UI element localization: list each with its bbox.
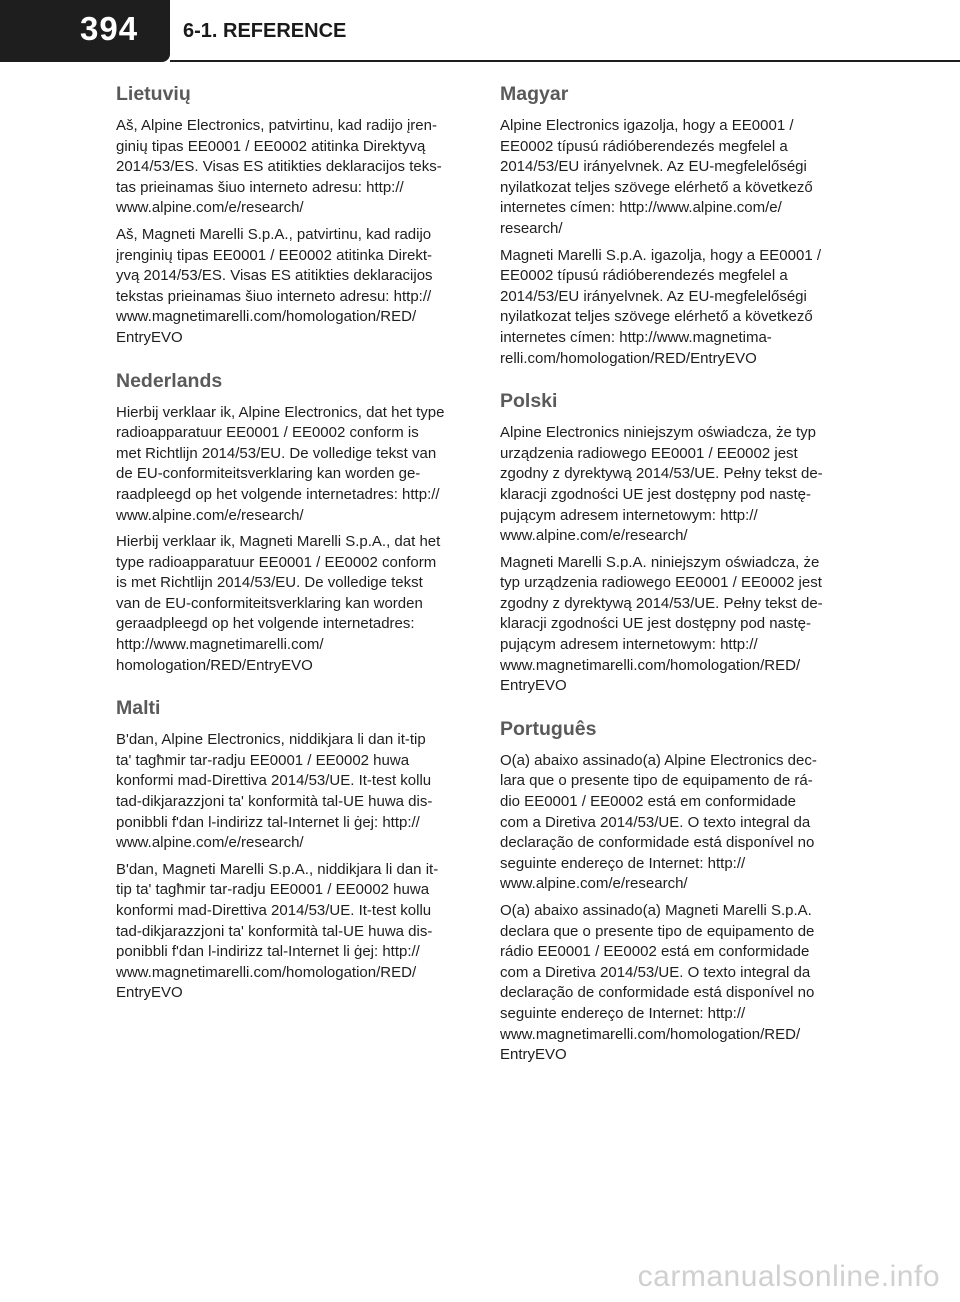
declaration-paragraph: Hierbij verklaar ik, Magneti Marelli S.p.A., dat het type radioapparatuur EE0001 / EE0002 conform is met Richtlijn 2014/53/EU. De volledige tekst van de EU-conformiteitsverklaring kan worden geraadpleegd op het volgende internetadres: http://www.magnetimarelli.com/ homologation/RED/EntryEVO (116, 533, 441, 674)
lang-section-maltese (116, 692, 466, 1004)
section-title: 6-1. REFERENCE (183, 20, 347, 42)
lang-section-hungarian (500, 78, 850, 369)
lang-heading: Magyar (500, 83, 569, 105)
right-column (500, 78, 850, 1072)
declaration-paragraph: O(a) abaixo assinado(a) Alpine Electronics dec- lara que o presente tipo de equipamento de rá- dio EE0001 / EE0002 está em conformidade com a Diretiva 2014/53/UE. O texto integral da declaração de conformidade está disponível no seguinte endereço de Internet: http:// www.alpine.com/e/research/ (500, 751, 817, 893)
header-divider (170, 60, 960, 62)
lang-heading: Lietuvių (116, 83, 191, 105)
lang-heading: Nederlands (116, 369, 223, 392)
lang-heading: Malti (116, 697, 161, 720)
lang-section-lithuanian (116, 78, 466, 349)
declaration-paragraph: O(a) abaixo assinado(a) Magneti Marelli S.p.A. declara que o presente tipo de equipamento de rádio EE0001 / EE0002 está em conformidade com a Diretiva 2014/53/UE. O texto integral da declaração de conformidade está disponível no seguinte endereço de Internet: http:// www.magnetimarelli.com/homologation/RED/ EntryEVO (500, 902, 815, 1064)
declaration-paragraph: Magneti Marelli S.p.A. igazolja, hogy a EE0001 / EE0002 típusú rádióberendezés megfelel a 2014/53/EU irányelvnek. Az EU-megfelelőségi nyilatkozat teljes szövege elérhető a következő internetes címen: http://www.magnetima- relli.com/homologation/RED/EntryEVO (500, 246, 822, 367)
declaration-paragraph: Alpine Electronics niniejszym oświadcza, że typ urządzenia radiowego EE0001 / EE0002 jest zgodny z dyrektywą 2014/53/UE. Pełny tekst de- klaracji zgodności UE jest dostępny pod nastę- pującym adresem internetowym: http:// www.alpine.com/e/research/ (500, 424, 823, 545)
lang-section-dutch (116, 365, 466, 677)
lang-heading: Português (500, 717, 597, 740)
page-header (0, 0, 960, 70)
lang-section-polish (500, 385, 850, 697)
lang-section-portuguese (500, 713, 850, 1066)
declaration-paragraph: Alpine Electronics igazolja, hogy a EE0001 / EE0002 típusú rádióberendezés megfelel a 2014/53/EU irányelvnek. Az EU-megfelelőségi nyilatkozat teljes szövege elérhető a következő internetes címen: http://www.alpine.com/e/ research/ (500, 117, 813, 237)
declaration-paragraph: Magneti Marelli S.p.A. niniejszym oświadcza, że typ urządzenia radiowego EE0001 / EE0002 jest zgodny z dyrektywą 2014/53/UE. Pełny tekst de- klaracji zgodności UE jest dostępny pod nastę- pującym adresem internetowym: http:// www.magnetimarelli.com/homologation/RED/ EntryEVO (500, 553, 823, 695)
declaration-paragraph: Aš, Magneti Marelli S.p.A., patvirtinu, kad radijo įrenginių tipas EE0001 / EE0002 atitinka Direkt- yvą 2014/53/ES. Visas ES atitikties deklaracijos tekstas prieinamas šiuo interneto adresu: http:// www.magnetimarelli.com/homologation/RED/ EntryEVO (116, 225, 433, 346)
declaration-paragraph: B'dan, Alpine Electronics, niddikjara li dan it-tip ta' tagħmir tar-radju EE0001 / EE0002 huwa konformi mad-Direttiva 2014/53/UE. It-test kollu tad-dikjarazzjoni ta' konformità tal-UE huwa dis- ponibbli f'dan l-indirizz tal-Internet li ġej: http:// www.alpine.com/e/research/ (116, 731, 433, 852)
lang-heading: Polski (500, 390, 558, 413)
watermark: carmanualsonline.info (637, 1260, 940, 1293)
page-number: 394 (80, 10, 139, 47)
declaration-paragraph: Aš, Alpine Electronics, patvirtinu, kad radijo įren- ginių tipas EE0001 / EE0002 atitinka Direktyvą 2014/53/ES. Visas ES atitikties deklaracijos teks- tas prieinamas šiuo interneto adresu: http:// www.alpine.com/e/research/ (116, 117, 442, 217)
left-column (116, 78, 466, 1010)
page-number-tab (0, 0, 170, 62)
declaration-paragraph: Hierbij verklaar ik, Alpine Electronics, dat het type radioapparatuur EE0001 / EE0002 conform is met Richtlijn 2014/53/EU. De volledige tekst van de EU-conformiteitsverklaring kan worden ge- raadpleegd op het volgende internetadres: http:// www.alpine.com/e/research/ (116, 403, 445, 524)
declaration-paragraph: B'dan, Magneti Marelli S.p.A., niddikjara li dan it- tip ta' tagħmir tar-radju EE0001 / EE0002 huwa konformi mad-Direttiva 2014/53/UE. It-test kollu tad-dikjarazzjoni ta' konformità tal-UE huwa dis- ponibbli f'dan l-indirizz tal-Internet li ġej: http:// www.magnetimarelli.com/homologation/RED/ EntryEVO (116, 860, 439, 1002)
